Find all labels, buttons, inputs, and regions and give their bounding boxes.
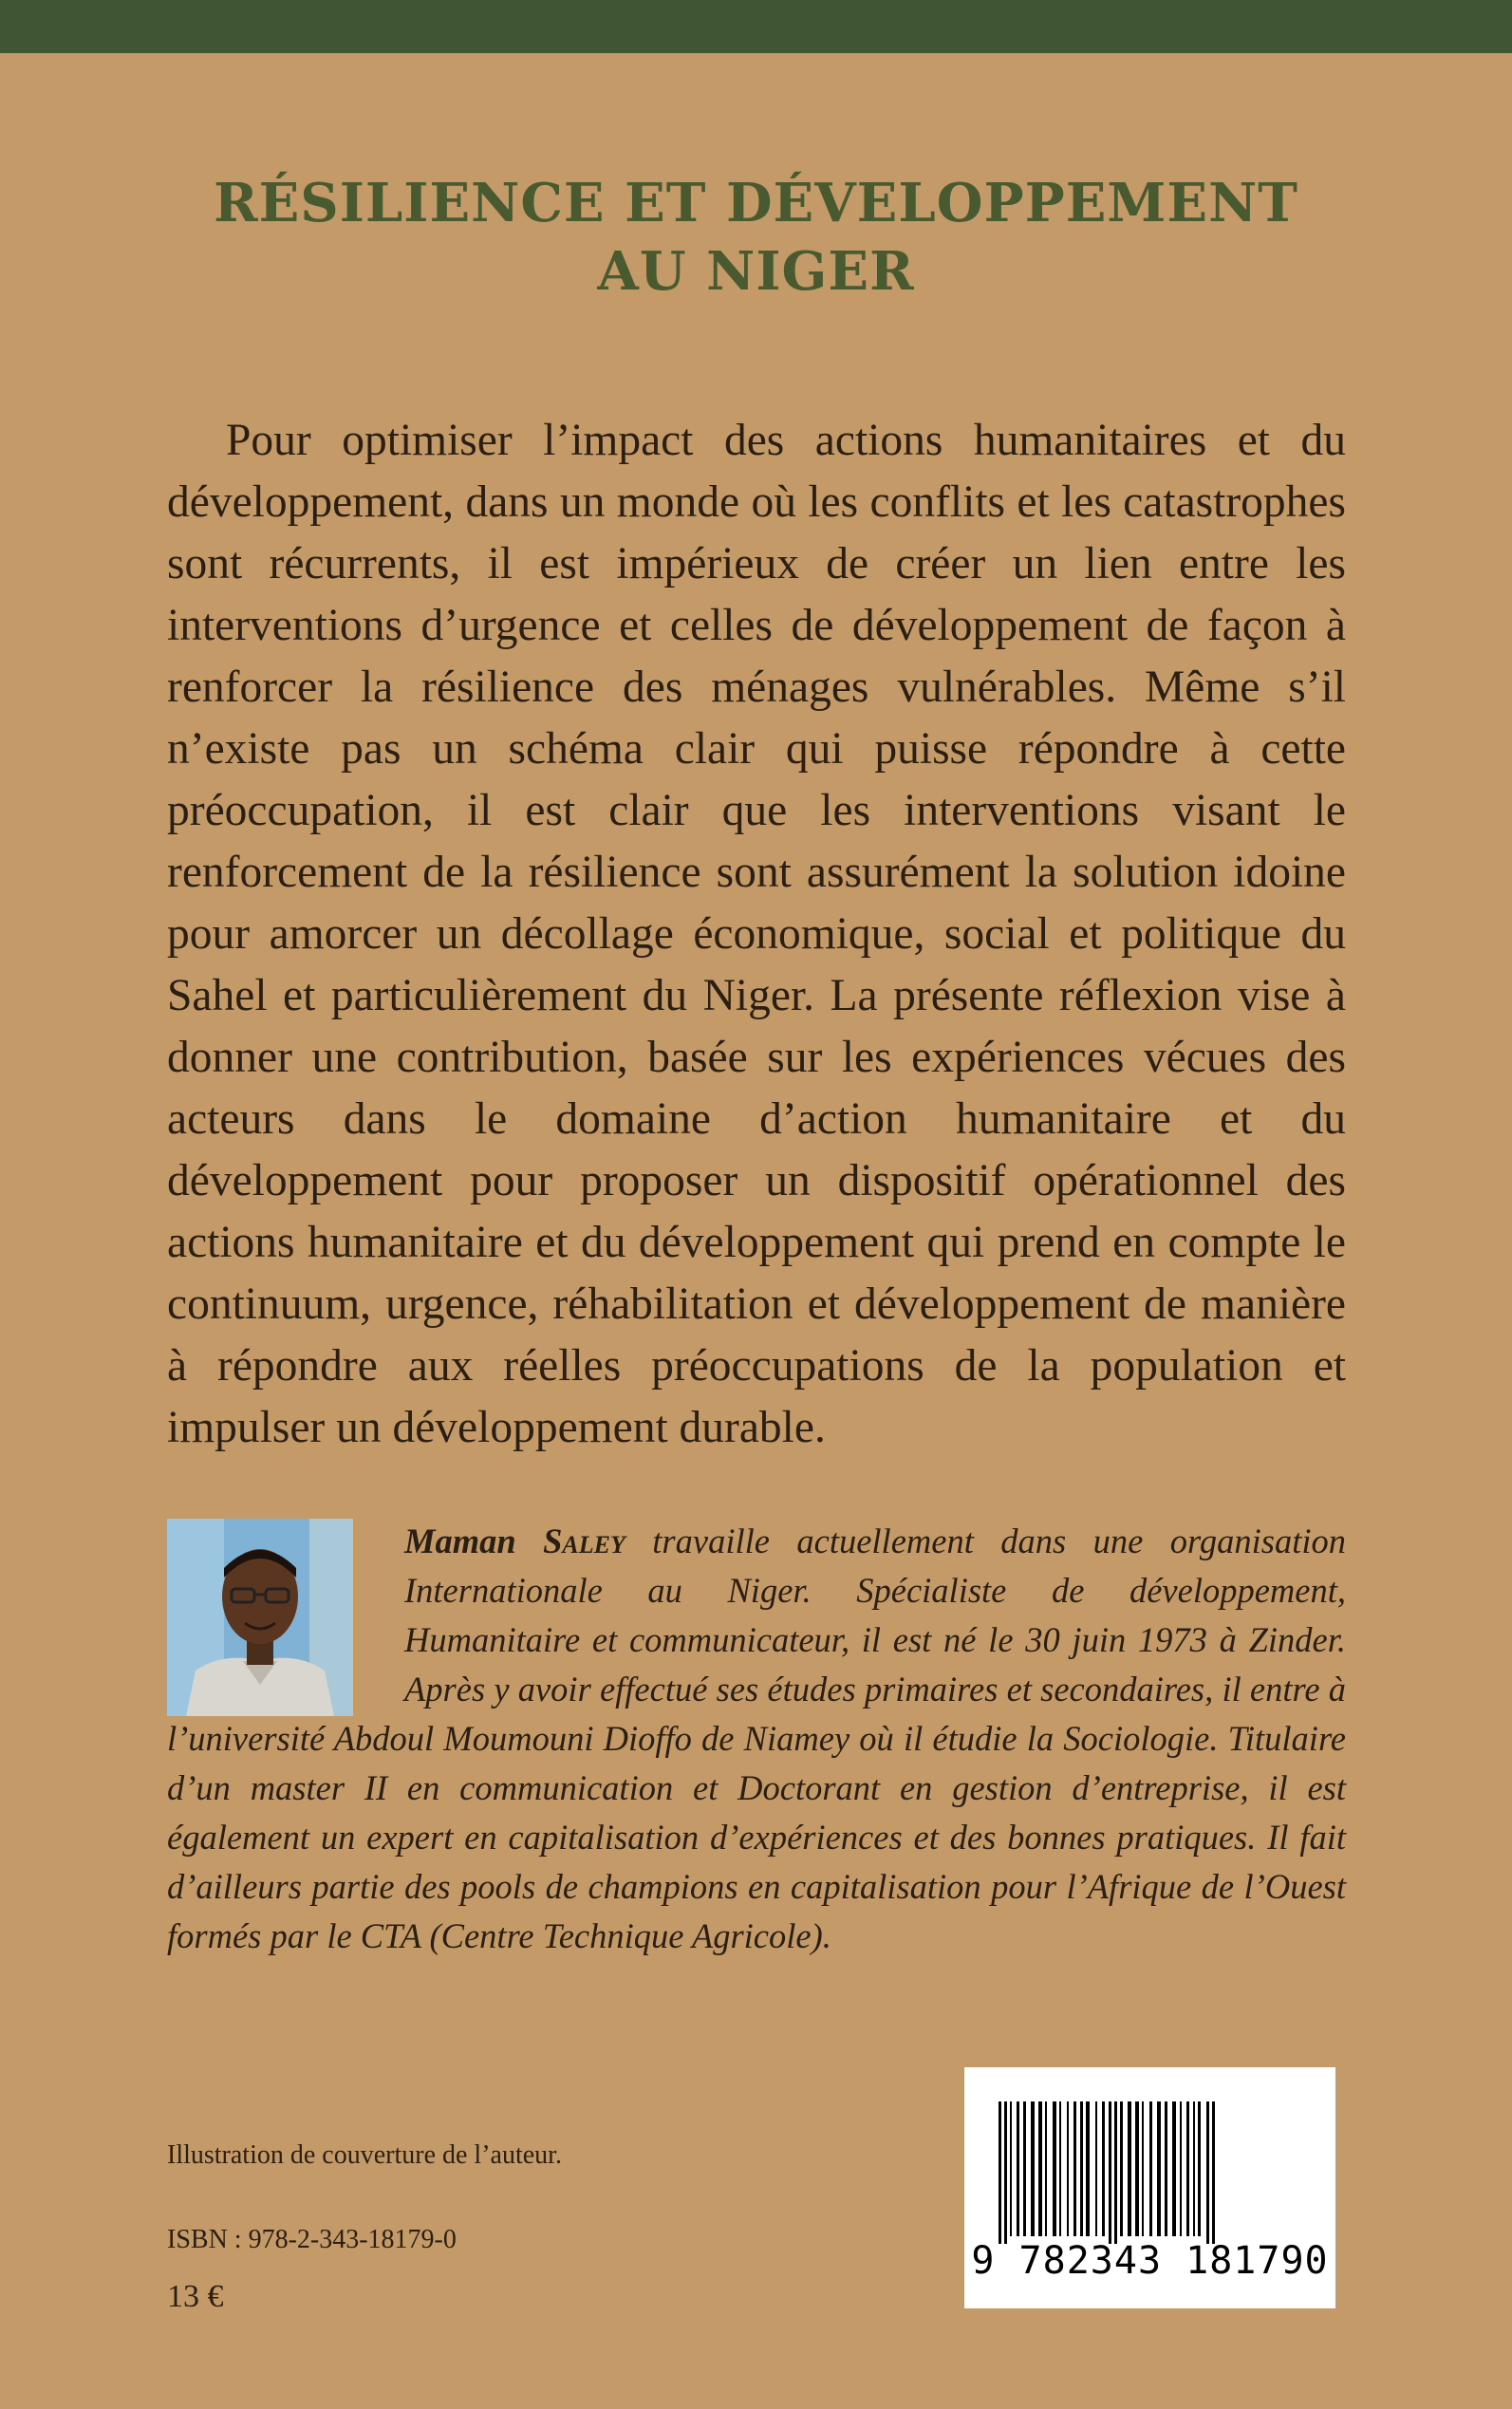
barcode-bar [1059,2101,1061,2236]
barcode-bar [1073,2101,1076,2236]
barcode-bar [1186,2101,1189,2236]
barcode-bar [1031,2101,1035,2236]
barcode-bar [1157,2101,1161,2236]
barcode-bar [1017,2101,1019,2236]
top-color-band [0,0,1512,53]
author-bio-text: travaille actuellement dans une organisation Internationale au Niger. Spécialiste de développement, Humanitaire et communicateur, il est né le 30 juin 1973 à Zinder. Après y avoir effectué ses études primaires et secondaires, il entre à l’université Abdoul Moumouni Dioffo de Niamey où il étudie la Sociologie. Titulaire d’un master II en communication et Doctorant en gestion d’entreprise, il est également un expert en capitalisation d’expériences et des bonnes pratiques. Il fait d’ailleurs partie des pools de champions en capitalisation pour l’Afrique de l’Ouest formés par le CTA (Centre Technique Agricole). [167,1522,1347,1955]
author-first-name: Maman [404,1522,516,1560]
barcode-bar [1109,2101,1111,2244]
barcode-bar [1080,2101,1083,2236]
price: 13 € [167,2279,224,2314]
book-title [0,169,1512,306]
barcode-bar [1045,2101,1047,2236]
book-title-line-2: AU NIGER [597,240,915,303]
author-bio [167,1517,1346,1961]
barcode-bar [1038,2101,1042,2236]
barcode-bar [1023,2101,1026,2236]
barcode-bar [999,2101,1001,2244]
barcode-bar [1198,2101,1201,2236]
barcode-bar [1128,2101,1131,2236]
barcode-bar [1193,2101,1195,2236]
barcode-bar [1212,2101,1215,2244]
barcode-bar [1086,2101,1090,2236]
barcode-bar [1095,2101,1097,2236]
barcode-bar [1067,2101,1069,2236]
book-title-line-1: RÉSILIENCE ET DÉVELOPPEMENT [214,172,1298,234]
photo-spacer [167,1517,404,1714]
barcode-bar [1102,2101,1105,2236]
barcode-number: 9 782343 181790 [971,2239,1329,2283]
barcode-bar [1165,2101,1167,2236]
isbn: ISBN : 978-2-343-18179-0 [167,2225,457,2254]
book-summary: Pour optimiser l’impact des actions humanitaires et du développement, dans un monde où les conflits et les catastrophes sont récurrents, il est impérieux de créer un lien entre les interventions d’urgence et celles de développement de façon à renforcer la résilience des ménages vulnérables. Même s’il n’existe pas un schéma clair qui puisse répondre à cette préoccupation, il est clair que les interventions visant le renforcement de la résilience sont assurément la solution idoine pour amorcer un décollage économique, social et politique du Sahel et particulièrement du Niger. La présente réflexion vise à donner une contribution, basée sur les expériences vécues des acteurs dans le domaine d’action humanitaire et du développement pour proposer un dispositif opérationnel des actions humanitaire et du développement qui prend en compte le continuum, urgence, réhabilitation et développement de manière à répondre aux réelles préoccupations de la population et impulser un développement durable. [167,416,1346,1452]
barcode-bar [1172,2101,1176,2236]
barcode-bar [1114,2101,1117,2244]
author-last-name: Saley [543,1522,625,1560]
barcode-bar [1142,2101,1144,2236]
barcode-bar [1206,2101,1209,2244]
barcode-bar [1010,2101,1012,2236]
barcode [964,2067,1335,2308]
barcode-bar [1053,2101,1056,2236]
barcode-bar [1135,2101,1139,2236]
barcode-bar [1180,2101,1182,2236]
cover-illustration-credit: Illustration de couverture de l’auteur. [167,2140,562,2170]
barcode-bar [1004,2101,1007,2244]
barcode-bar [1120,2101,1123,2236]
barcode-bar [1149,2101,1152,2236]
